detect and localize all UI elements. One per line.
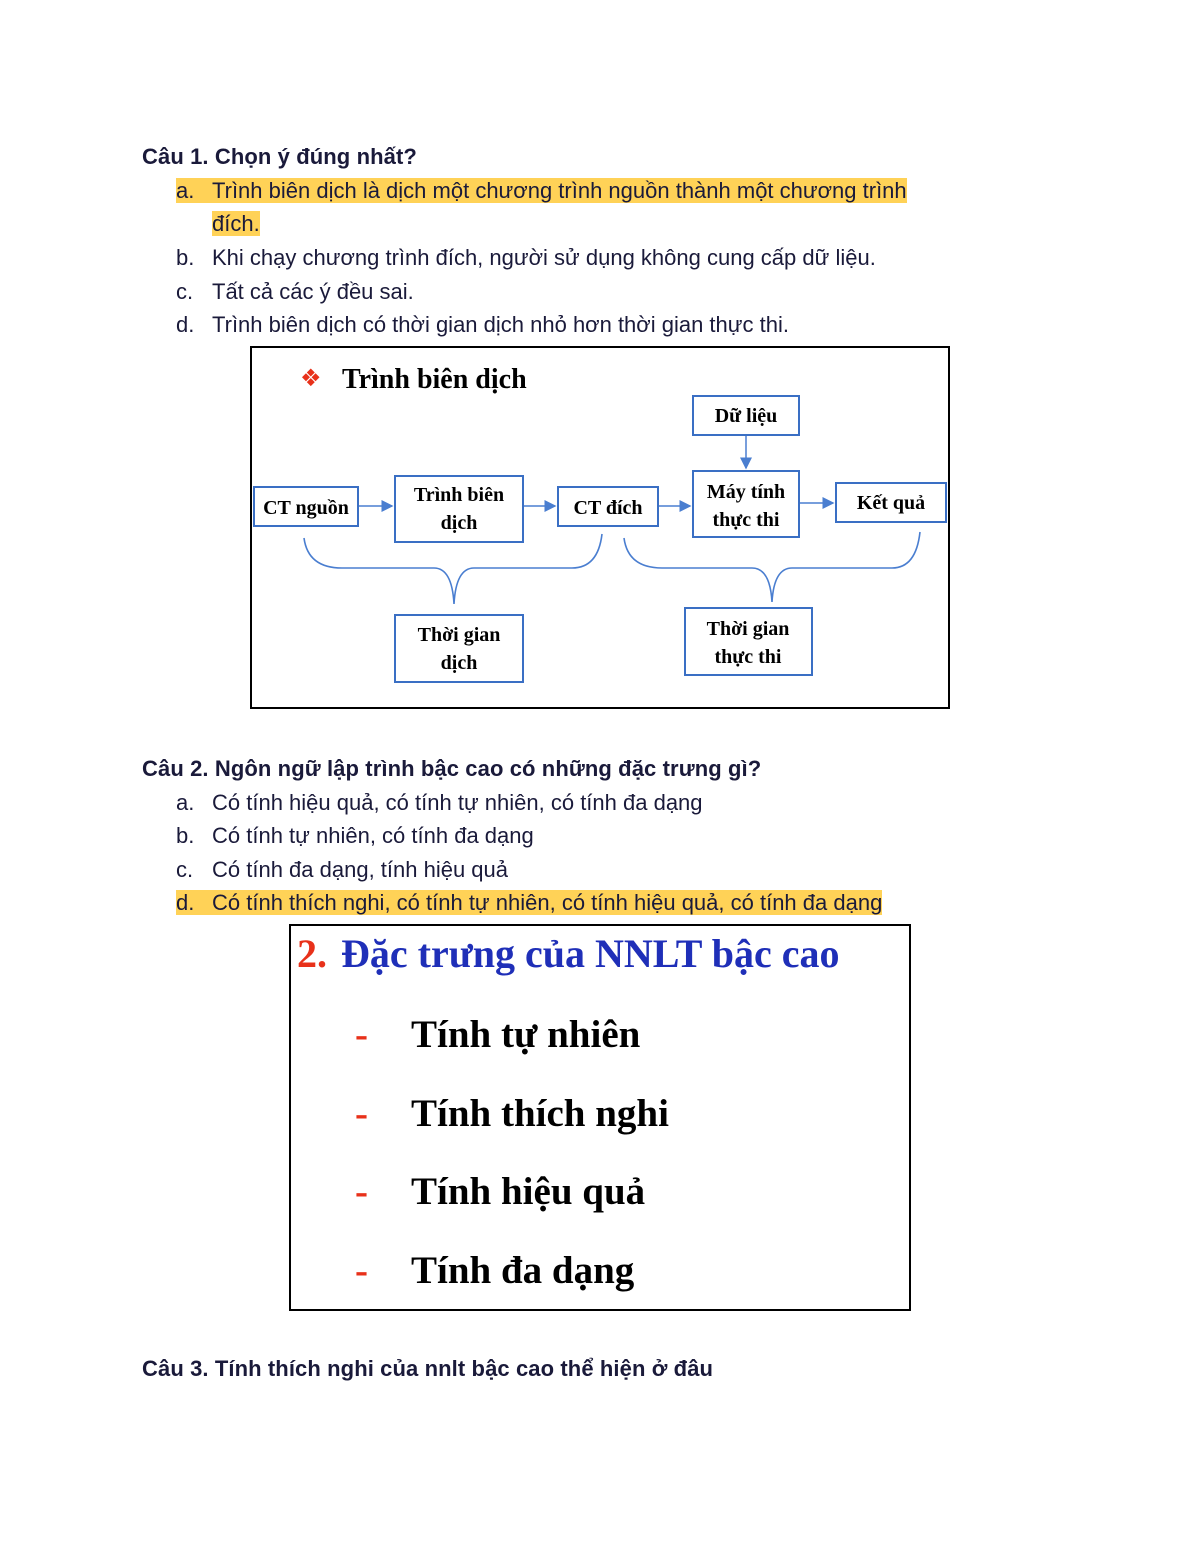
- box-exec-time-label-1: Thời gian: [706, 618, 790, 640]
- feature-dash: -: [355, 1249, 368, 1292]
- features-slide-number: 2.: [297, 931, 327, 976]
- q2-option-d: [176, 886, 1046, 919]
- question-1-title: Câu 1. Chọn ý đúng nhất?: [142, 144, 417, 169]
- q2-option-d-highlight: [176, 890, 882, 915]
- q2-option-c: [176, 853, 1046, 886]
- feature-item-label: Tính hiệu quả: [411, 1170, 646, 1213]
- q1-option-c-text: Tất cả các ý đều sai.: [212, 279, 414, 304]
- q1-option-a-letter: a.: [176, 178, 195, 203]
- q1-option-c: [176, 275, 1046, 308]
- q1-option-d-letter: d.: [176, 312, 195, 337]
- box-machine-label-1: Máy tính: [706, 481, 786, 503]
- feature-dash: -: [355, 1170, 368, 1213]
- question-2-title: Câu 2. Ngôn ngữ lập trình bậc cao có những đặc trưng gì?: [142, 756, 762, 781]
- compiler-diagram: [250, 346, 950, 709]
- q2-option-d-letter: d.: [176, 890, 195, 915]
- q2-option-b-letter: b.: [176, 823, 195, 848]
- brace-compile-time: [304, 534, 602, 604]
- q2-option-a-letter: a.: [176, 790, 195, 815]
- q1-option-c-letter: c.: [176, 279, 194, 304]
- q2-option-c-letter: c.: [176, 857, 194, 882]
- q1-option-a-text: Trình biên dịch là dịch một chương trình nguồn thành một chương trình: [212, 178, 907, 203]
- box-compile-time-label-2: dịch: [440, 652, 478, 674]
- box-source-program-label: CT nguồn: [263, 497, 349, 519]
- compiler-diagram-svg: [252, 348, 948, 707]
- question-3-title: Câu 3. Tính thích nghi của nnlt bậc cao thể hiện ở đâu: [142, 1356, 714, 1381]
- feature-item-label: Tính tự nhiên: [411, 1013, 641, 1056]
- q2-option-d-text: Có tính thích nghi, có tính tự nhiên, có tính hiệu quả, có tính đa dạng: [212, 890, 883, 915]
- q2-option-b: [176, 819, 1046, 852]
- q1-option-a-continuation: [176, 207, 1046, 240]
- feature-item-label: Tính đa dạng: [411, 1249, 635, 1292]
- q1-option-b: [176, 241, 1046, 274]
- box-compiler-label-1: Trình biên: [413, 484, 505, 506]
- box-target-program-label: CT đích: [573, 497, 643, 519]
- diagram-title: Trình biên dịch: [342, 364, 527, 395]
- box-result-label: Kết quả: [856, 492, 926, 514]
- q1-option-a-text-line2: đích.: [212, 211, 260, 236]
- feature-item-label: Tính thích nghi: [411, 1092, 669, 1135]
- q1-option-b-text: Khi chạy chương trình đích, người sử dụng không cung cấp dữ liệu.: [212, 245, 876, 270]
- feature-item: [355, 1169, 645, 1214]
- feature-item: [355, 1248, 634, 1293]
- brace-exec-time: [624, 532, 920, 602]
- q2-option-b-text: Có tính tự nhiên, có tính đa dạng: [212, 823, 534, 848]
- q2-option-c-text: Có tính đa dạng, tính hiệu quả: [212, 857, 509, 882]
- q1-option-d: [176, 308, 1046, 341]
- features-slide-title: [297, 930, 839, 977]
- q1-option-d-text: Trình biên dịch có thời gian dịch nhỏ hơn thời gian thực thi.: [212, 312, 789, 337]
- feature-dash: -: [355, 1013, 368, 1056]
- q1-option-b-letter: b.: [176, 245, 195, 270]
- q1-option-a-highlight: [176, 178, 907, 203]
- q1-option-a: [176, 174, 1046, 207]
- q2-option-a: [176, 786, 1046, 819]
- box-machine-label-2: thực thi: [712, 509, 780, 531]
- feature-dash: -: [355, 1092, 368, 1135]
- features-slide-heading: Đặc trưng của NNLT bậc cao: [341, 931, 840, 976]
- features-slide: [289, 924, 911, 1311]
- feature-item: [355, 1012, 640, 1057]
- box-compiler-label-2: dịch: [440, 512, 478, 534]
- box-compile-time-label-1: Thời gian: [417, 624, 501, 646]
- box-data-label: Dữ liệu: [714, 405, 778, 427]
- feature-item: [355, 1091, 669, 1136]
- q2-option-a-text: Có tính hiệu quả, có tính tự nhiên, có tính đa dạng: [212, 790, 703, 815]
- diamond-bullet-icon: ❖: [300, 365, 322, 392]
- box-exec-time-label-2: thực thi: [714, 646, 782, 668]
